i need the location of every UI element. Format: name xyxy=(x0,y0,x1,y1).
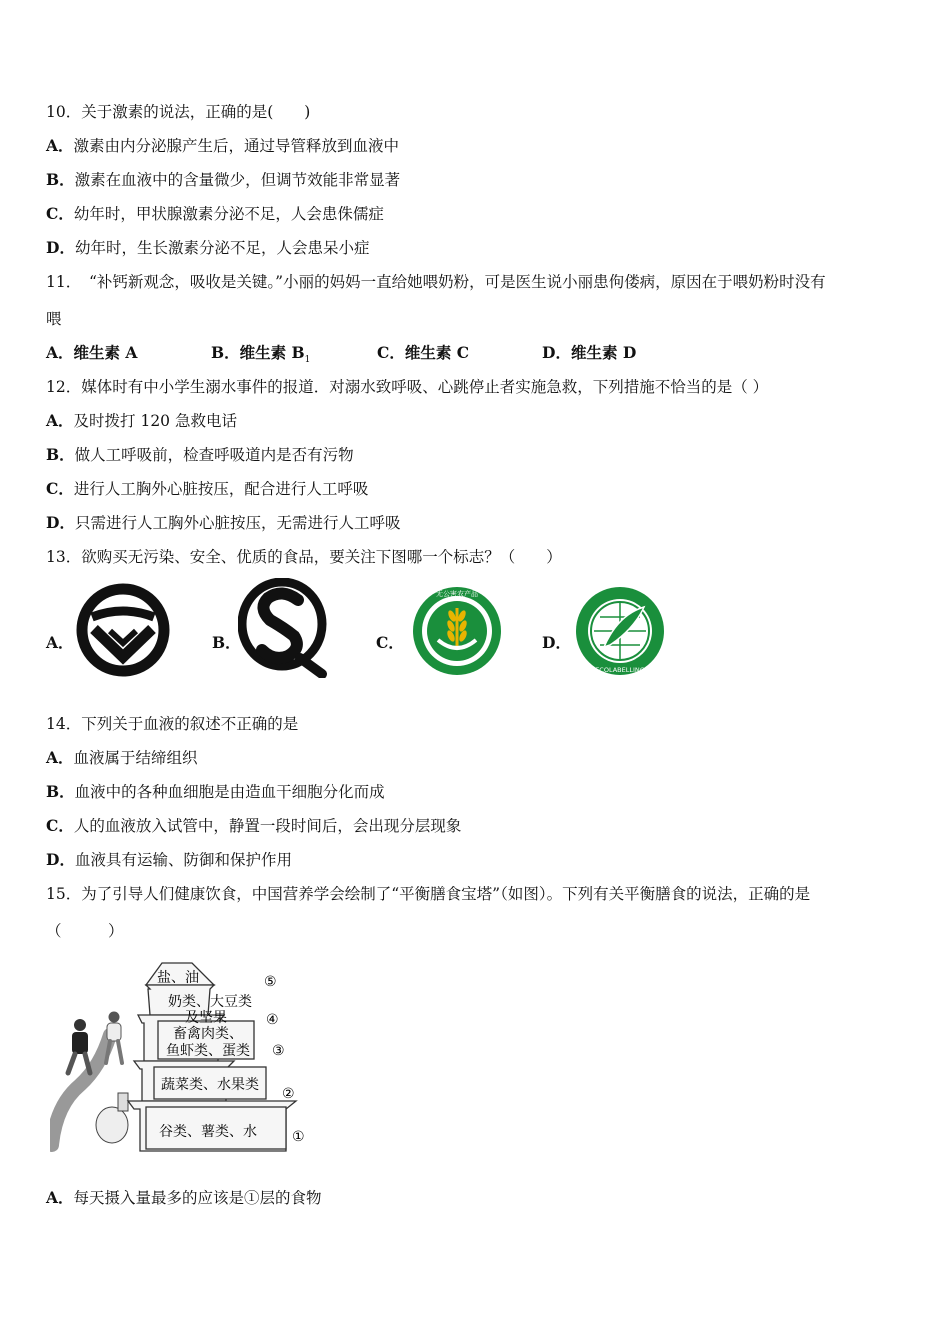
q11-option-c: C．维生素 C xyxy=(377,343,470,362)
q14-option-a: A．血液属于结缔组织 xyxy=(46,748,198,767)
q12-option-c: C．进行人工胸外心脏按压，配合进行人工呼吸 xyxy=(46,479,369,498)
q14-option-c: C．人的血液放入试管中，静置一段时间后，会出现分层现象 xyxy=(46,816,462,835)
layer5-number: ⑤ xyxy=(264,974,277,990)
mascot xyxy=(96,1093,128,1143)
q12-option-d: D．只需进行人工胸外心脏按压，无需进行人工呼吸 xyxy=(46,513,401,532)
layer5-label: 盐、油 xyxy=(157,970,199,986)
product-certification-logo xyxy=(76,583,170,677)
q10-option-d: D．幼年时，生长激素分泌不足，人会患呆小症 xyxy=(46,238,370,257)
logo-d-text: ECOLABELLING xyxy=(595,666,645,674)
pollution-free-agri-product-logo xyxy=(410,584,504,678)
layer4-label-b: 及坚果 xyxy=(185,1010,227,1026)
q13-option-c-label: C． xyxy=(376,633,404,652)
environmental-labelling-logo xyxy=(574,585,666,677)
q10-option-a: A．激素由内分泌腺产生后，通过导管释放到血液中 xyxy=(46,136,400,155)
qs-logo xyxy=(238,578,330,678)
q11-option-b: B．维生素 $B_1$ xyxy=(211,343,311,366)
q15-option-a: A．每天摄入量最多的应该是①层的食物 xyxy=(46,1188,322,1207)
q13-option-a-label: A． xyxy=(46,633,74,652)
layer3-label-a: 畜禽肉类、 xyxy=(173,1026,243,1042)
q14-option-b: B．血液中的各种血细胞是由造血干细胞分化而成 xyxy=(46,782,385,801)
q12-option-a: A．及时拨打 120 急救电话 xyxy=(46,411,237,430)
q10-option-c: C．幼年时，甲状腺激素分泌不足，人会患侏儒症 xyxy=(46,204,384,223)
layer1-number: ① xyxy=(292,1129,305,1145)
q13-stem: 13．欲购买无污染、安全、优质的食品，要关注下图哪一个标志？（ ） xyxy=(46,548,562,566)
layer3-number: ③ xyxy=(272,1043,285,1059)
q12-option-b: B．做人工呼吸前，检查呼吸道内是否有污物 xyxy=(46,445,354,464)
q14-stem: 14．下列关于血液的叙述不正确的是 xyxy=(46,715,299,733)
layer2-number: ② xyxy=(282,1086,295,1102)
layer1-label: 谷类、薯类、水 xyxy=(159,1124,257,1140)
q15-stem: 15．为了引导人们健康饮食，中国营养学会绘制了“平衡膳食宝塔”（如图）。下列有关平衡膳食的说法，正确的是 xyxy=(46,885,811,903)
q14-option-d: D．血液具有运输、防御和保护作用 xyxy=(46,850,292,869)
layer3-label-b: 鱼虾类、蛋类 xyxy=(166,1043,250,1059)
layer4-number: ④ xyxy=(266,1012,279,1028)
q11-stem-cont: 喂 xyxy=(46,310,62,328)
q12-stem: 12．媒体时有中小学生溺水事件的报道．对溺水致呼吸、心跳停止者实施急救，下列措施不恰当的是（ ） xyxy=(46,378,769,396)
layer4-label-a: 奶类、大豆类 xyxy=(168,994,252,1010)
q10-stem: 10．关于激素的说法，正确的是( ) xyxy=(46,103,311,121)
q10-option-b: B．激素在血液中的含量微少，但调节效能非常显著 xyxy=(46,170,401,189)
q11-stem: 11． “补钙新观念，吸收是关键。”小丽的妈妈一直给她喂奶粉，可是医生说小丽患佝偻病，原因在于喂奶粉时没有 xyxy=(46,273,826,291)
layer2-label: 蔬菜类、水果类 xyxy=(161,1077,259,1093)
balanced-diet-pagoda xyxy=(50,955,310,1155)
q11-option-d: D．维生素 D xyxy=(542,343,637,362)
q13-option-b-label: B． xyxy=(212,633,241,652)
q13-option-d-label: D． xyxy=(542,633,571,652)
q11-options xyxy=(46,343,746,366)
logo-c-text: 无公害农产品 xyxy=(436,590,478,598)
q15-stem-cont: （ ） xyxy=(46,922,124,940)
q11-option-a: A．维生素 A xyxy=(46,343,138,362)
